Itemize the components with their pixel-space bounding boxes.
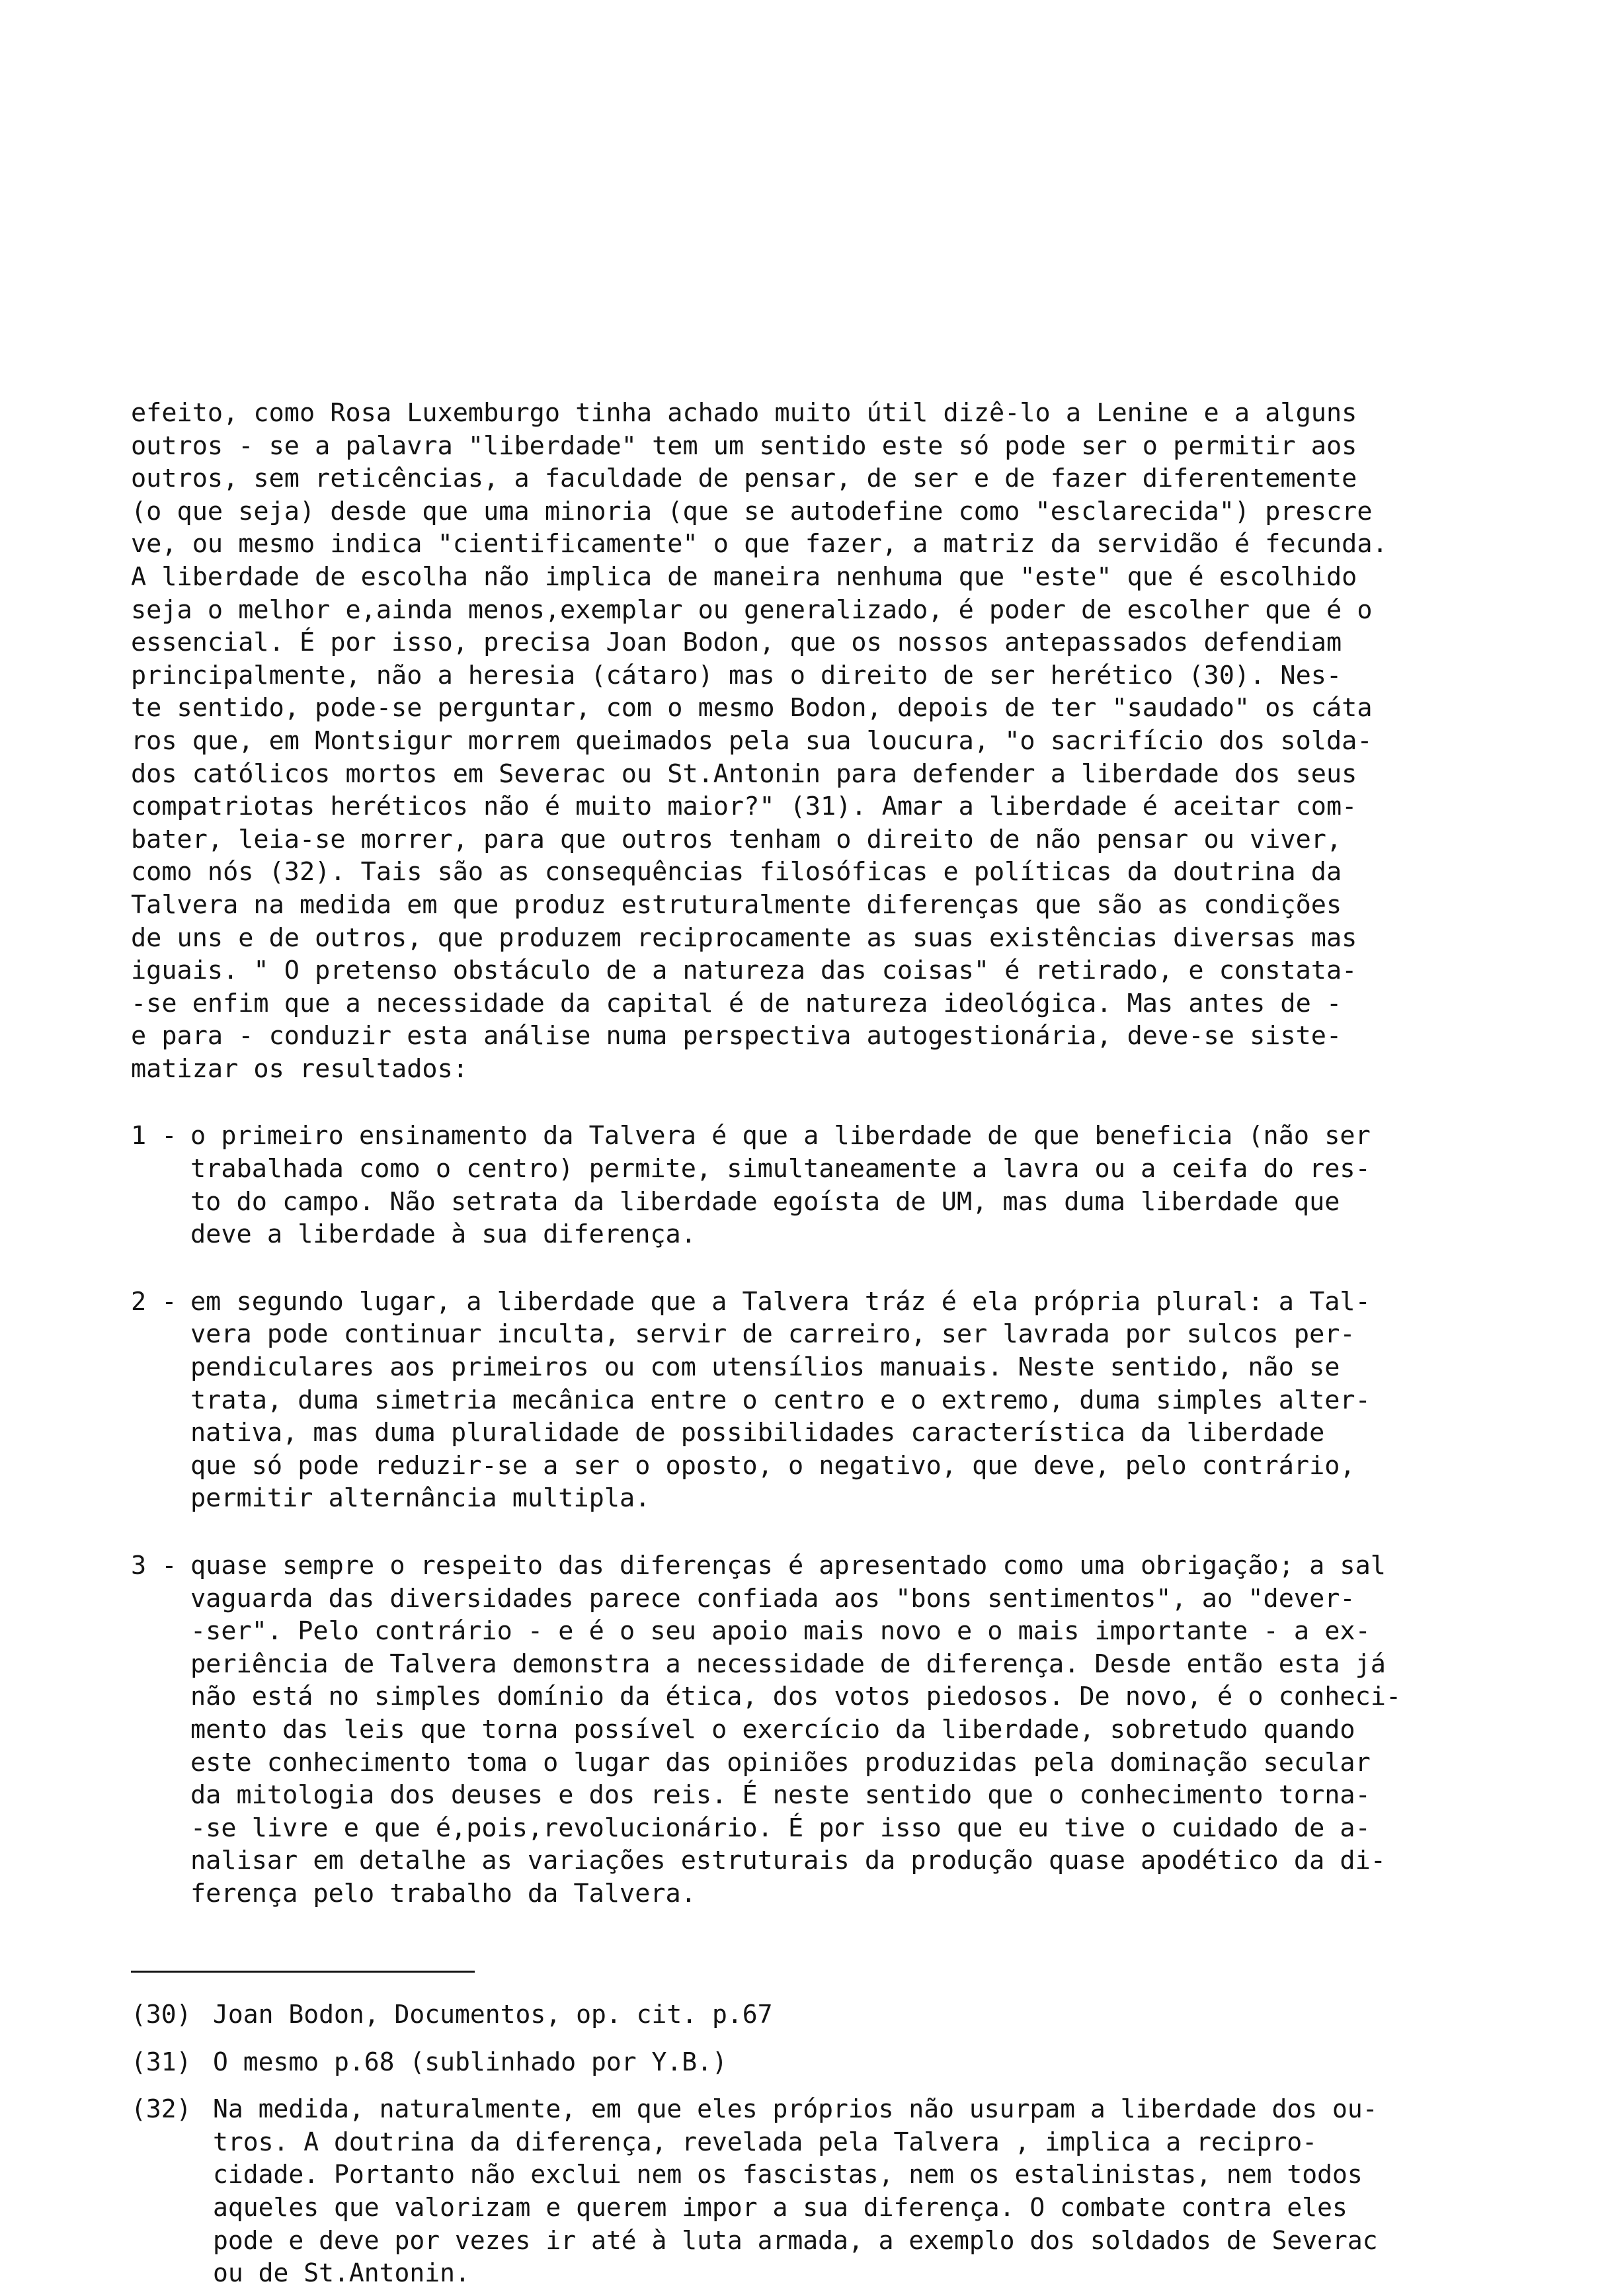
text-line: ou de St.Antonin. — [213, 2258, 470, 2288]
text-line: A liberdade de escolha não implica de maneira nenhuma que "este" que é escolhido — [131, 561, 1357, 592]
text-line: compatriotas heréticos não é muito maior?" (31). Amar a liberdade é aceitar com- — [131, 792, 1357, 822]
text-line: vaguarda das diversidades parece confiada aos "bons sentimentos", ao "dever- — [190, 1583, 1355, 1614]
text-line: de uns e de outros, que produzem reciprocamente as suas existências diversas mas — [131, 922, 1357, 953]
text-line: -se enfim que a necessidade da capital é de natureza ideológica. Mas antes de - — [131, 988, 1342, 1018]
numbered-point-1 — [131, 1120, 1480, 1250]
text-line: aqueles que valorizam e querem impor a sua diferença. O combate contra eles — [213, 2192, 1347, 2222]
text-line: deve a liberdade à sua diferença. — [190, 1219, 696, 1250]
text-line: ferença pelo trabalho da Talvera. — [190, 1878, 696, 1908]
text-line: (o que seja) desde que uma minoria (que se autodefine como "esclarecida") prescre — [131, 496, 1373, 526]
point-text — [190, 1549, 1480, 1910]
text-line: te sentido, pode-se perguntar, com o mesmo Bodon, depois de ter "saudado" os cáta — [131, 693, 1373, 723]
text-line: Joan Bodon, Documentos, op. cit. p.67 — [213, 2000, 773, 2029]
text-line: seja o melhor e,ainda menos,exemplar ou generalizado, é poder de escolher que é o — [131, 594, 1373, 625]
numbered-point-2 — [131, 1286, 1480, 1515]
point-number: 2 - — [131, 1286, 177, 1317]
text-line: e para - conduzir esta análise numa perspectiva autogestionária, deve-se siste- — [131, 1021, 1342, 1051]
point-text — [190, 1286, 1480, 1515]
text-line: tros. A doutrina da diferença, revelada pela Talvera , implica a recipro- — [213, 2127, 1318, 2156]
footnote-text — [213, 1998, 1480, 2031]
text-line: matizar os resultados: — [131, 1053, 468, 1084]
footnote-30 — [131, 1998, 1480, 2031]
footnote-text — [213, 2046, 1480, 2079]
text-line: ros que, em Montsigur morrem queimados pela sua loucura, "o sacrifício dos solda- — [131, 725, 1373, 756]
text-line: vera pode continuar inculta, servir de carreiro, ser lavrada por sulcos per- — [190, 1319, 1355, 1350]
footnote-separator — [131, 1971, 475, 1973]
text-line: pendiculares aos primeiros ou com utensílios manuais. Neste sentido, não se — [190, 1352, 1340, 1383]
text-line: bater, leia-se morrer, para que outros tenham o direito de não pensar ou viver, — [131, 824, 1342, 854]
text-line: essencial. É por isso, precisa Joan Bodon, que os nossos antepassados defendiam — [131, 628, 1342, 658]
text-line: -se livre e que é,pois,revolucionário. É por isso que eu tive o cuidado de a- — [190, 1813, 1371, 1843]
point-text — [190, 1120, 1480, 1250]
text-line: quase sempre o respeito das diferenças é apresentado como uma obrigação; a sal — [190, 1551, 1386, 1580]
text-line: dos católicos mortos em Severac ou St.Antonin para defender a liberdade dos seus — [131, 758, 1357, 789]
text-line: Talvera na medida em que produz estruturalmente diferenças que são as condições — [131, 889, 1342, 920]
text-line: periência de Talvera demonstra a necessidade de diferença. Desde então esta já — [190, 1649, 1386, 1679]
text-line: mento das leis que torna possível o exercício da liberdade, sobretudo quando — [190, 1714, 1355, 1744]
main-text — [131, 397, 1480, 1910]
text-line: ve, ou mesmo indica "cientificamente" o que fazer, a matriz da servidão é fecunda. — [131, 529, 1388, 559]
point-number: 1 - — [131, 1121, 177, 1151]
text-line: pode e deve por vezes ir até à luta armada, a exemplo dos soldados de Severac — [213, 2225, 1378, 2255]
text-line: outros - se a palavra "liberdade" tem um sentido este só pode ser o permitir aos — [131, 430, 1357, 461]
text-line: o primeiro ensinamento da Talvera é que a liberdade de que beneficia (não ser — [190, 1121, 1371, 1151]
text-line: O mesmo p.68 (sublinhado por Y.B.) — [213, 2047, 727, 2076]
footnote-32 — [131, 2093, 1480, 2290]
text-line: trata, duma simetria mecânica entre o centro e o extremo, duma simples alter- — [190, 1385, 1371, 1415]
text-line: que só pode reduzir-se a ser o oposto, o negativo, que deve, pelo contrário, — [190, 1450, 1355, 1481]
footnote-number: (32) — [131, 2094, 192, 2124]
text-line: iguais. " O pretenso obstáculo de a natureza das coisas" é retirado, e constata- — [131, 956, 1357, 986]
text-line: como nós (32). Tais são as consequências filosóficas e políticas da doutrina da — [131, 857, 1342, 887]
footnote-text — [213, 2093, 1480, 2290]
footnote-31 — [131, 2046, 1480, 2079]
text-line: cidade. Portanto não exclui nem os fascistas, nem os estalinistas, nem todos — [213, 2160, 1363, 2190]
point-number: 3 - — [131, 1551, 177, 1580]
text-line: -ser". Pelo contrário - e é o seu apoio mais novo e o mais importante - a ex- — [190, 1616, 1371, 1647]
text-line: outros, sem reticências, a faculdade de pensar, de ser e de fazer diferentemente — [131, 464, 1357, 494]
footnotes — [131, 1984, 1480, 2290]
text-line: não está no simples domínio da ética, dos votos piedosos. De novo, é o conheci- — [190, 1682, 1402, 1712]
text-line: to do campo. Não setrata da liberdade egoísta de UM, mas duma liberdade que — [190, 1186, 1340, 1217]
text-line: da mitologia dos deuses e dos reis. É neste sentido que o conhecimento torna- — [190, 1780, 1371, 1811]
text-line: nativa, mas duma pluralidade de possibilidades característica da liberdade — [190, 1418, 1325, 1448]
text-line: nalisar em detalhe as variações estruturais da produção quase apodético da di- — [190, 1846, 1386, 1876]
text-line: trabalhada como o centro) permite, simultaneamente a lavra ou a ceifa do res- — [190, 1154, 1371, 1184]
text-line: permitir alternância multipla. — [190, 1483, 651, 1514]
text-line: em segundo lugar, a liberdade que a Talvera tráz é ela própria plural: a Tal- — [190, 1286, 1371, 1317]
text-line: efeito, como Rosa Luxemburgo tinha achado muito útil dizê-lo a Lenine e a alguns — [131, 398, 1357, 428]
text-line: principalmente, não a heresia (cátaro) mas o direito de ser herético (30). Nes- — [131, 660, 1342, 690]
numbered-point-3 — [131, 1549, 1480, 1910]
text-line: este conhecimento toma o lugar das opiniões produzidas pela dominação secular — [190, 1747, 1371, 1778]
footnote-number: (31) — [131, 2047, 192, 2076]
footnote-number: (30) — [131, 2000, 192, 2029]
text-line: Na medida, naturalmente, em que eles próprios não usurpam a liberdade dos ou- — [213, 2094, 1378, 2124]
